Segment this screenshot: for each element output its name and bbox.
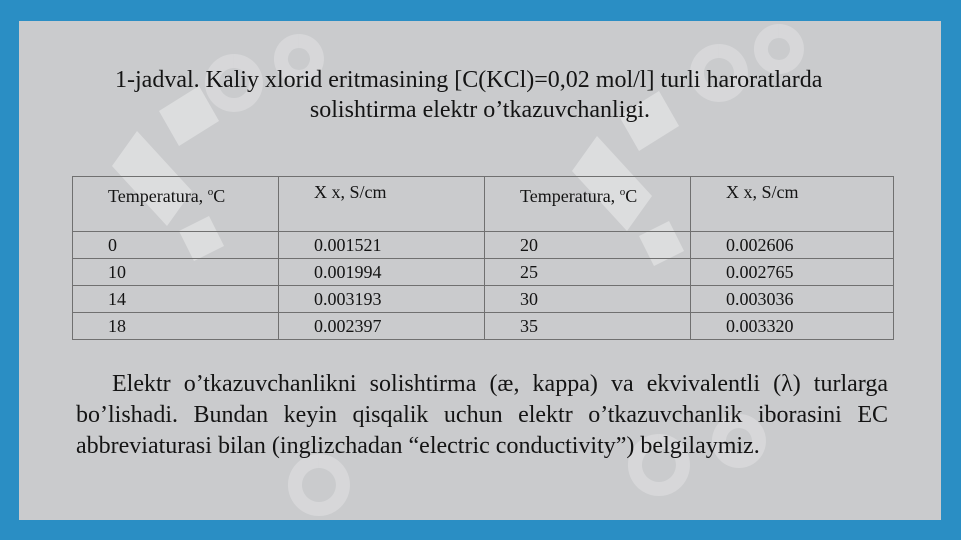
table-cell: 30: [485, 286, 691, 313]
header-cell: X x, S/cm: [691, 177, 894, 232]
conductivity-table: [72, 176, 894, 340]
table-row: [73, 313, 894, 340]
table-cell: 18: [73, 313, 279, 340]
header-cell: Temperatura, $^o$C: [485, 177, 691, 232]
header-cell: Temperatura, $^o$C: [73, 177, 279, 232]
table-cell: 0.001521: [279, 232, 485, 259]
table-cell: 0.002765: [691, 259, 894, 286]
slide: [19, 21, 941, 520]
table-cell: 0.003320: [691, 313, 894, 340]
table-cell: 35: [485, 313, 691, 340]
table-cell: 0.002397: [279, 313, 485, 340]
body-paragraph: Elektr o’tkazuvchanlikni solishtirma (æ, kappa) va ekvivalentli (λ) turlarga bo’lishadi. Bundan keyin qisqalik uchun elektr o’tkazuvchanlik iborasini EC abbreviaturasi bilan (inglizchadan “electric conductivity”) belgilaymiz.: [76, 371, 888, 459]
table-cell: 0.003036: [691, 286, 894, 313]
table-cell: 0.001994: [279, 259, 485, 286]
table-cell: 20: [485, 232, 691, 259]
table-cell: 0.003193: [279, 286, 485, 313]
table-caption: [19, 65, 941, 125]
table-cell: 0.002606: [691, 232, 894, 259]
table-row: [73, 259, 894, 286]
table-cell: 25: [485, 259, 691, 286]
table-row: [73, 232, 894, 259]
caption-line-1: 1-jadval. Kaliy xlorid eritmasining [C(KCl)=0,02 mol/l] turli haroratlarda: [115, 67, 823, 93]
table-cell: 0: [73, 232, 279, 259]
caption-line-2: solishtirma elektr o’tkazuvchanligi.: [309, 97, 651, 123]
table-cell: 10: [73, 259, 279, 286]
header-cell: X x, S/cm: [279, 177, 485, 232]
table-row: [73, 286, 894, 313]
table-cell: 14: [73, 286, 279, 313]
table-header-row: [73, 177, 894, 232]
